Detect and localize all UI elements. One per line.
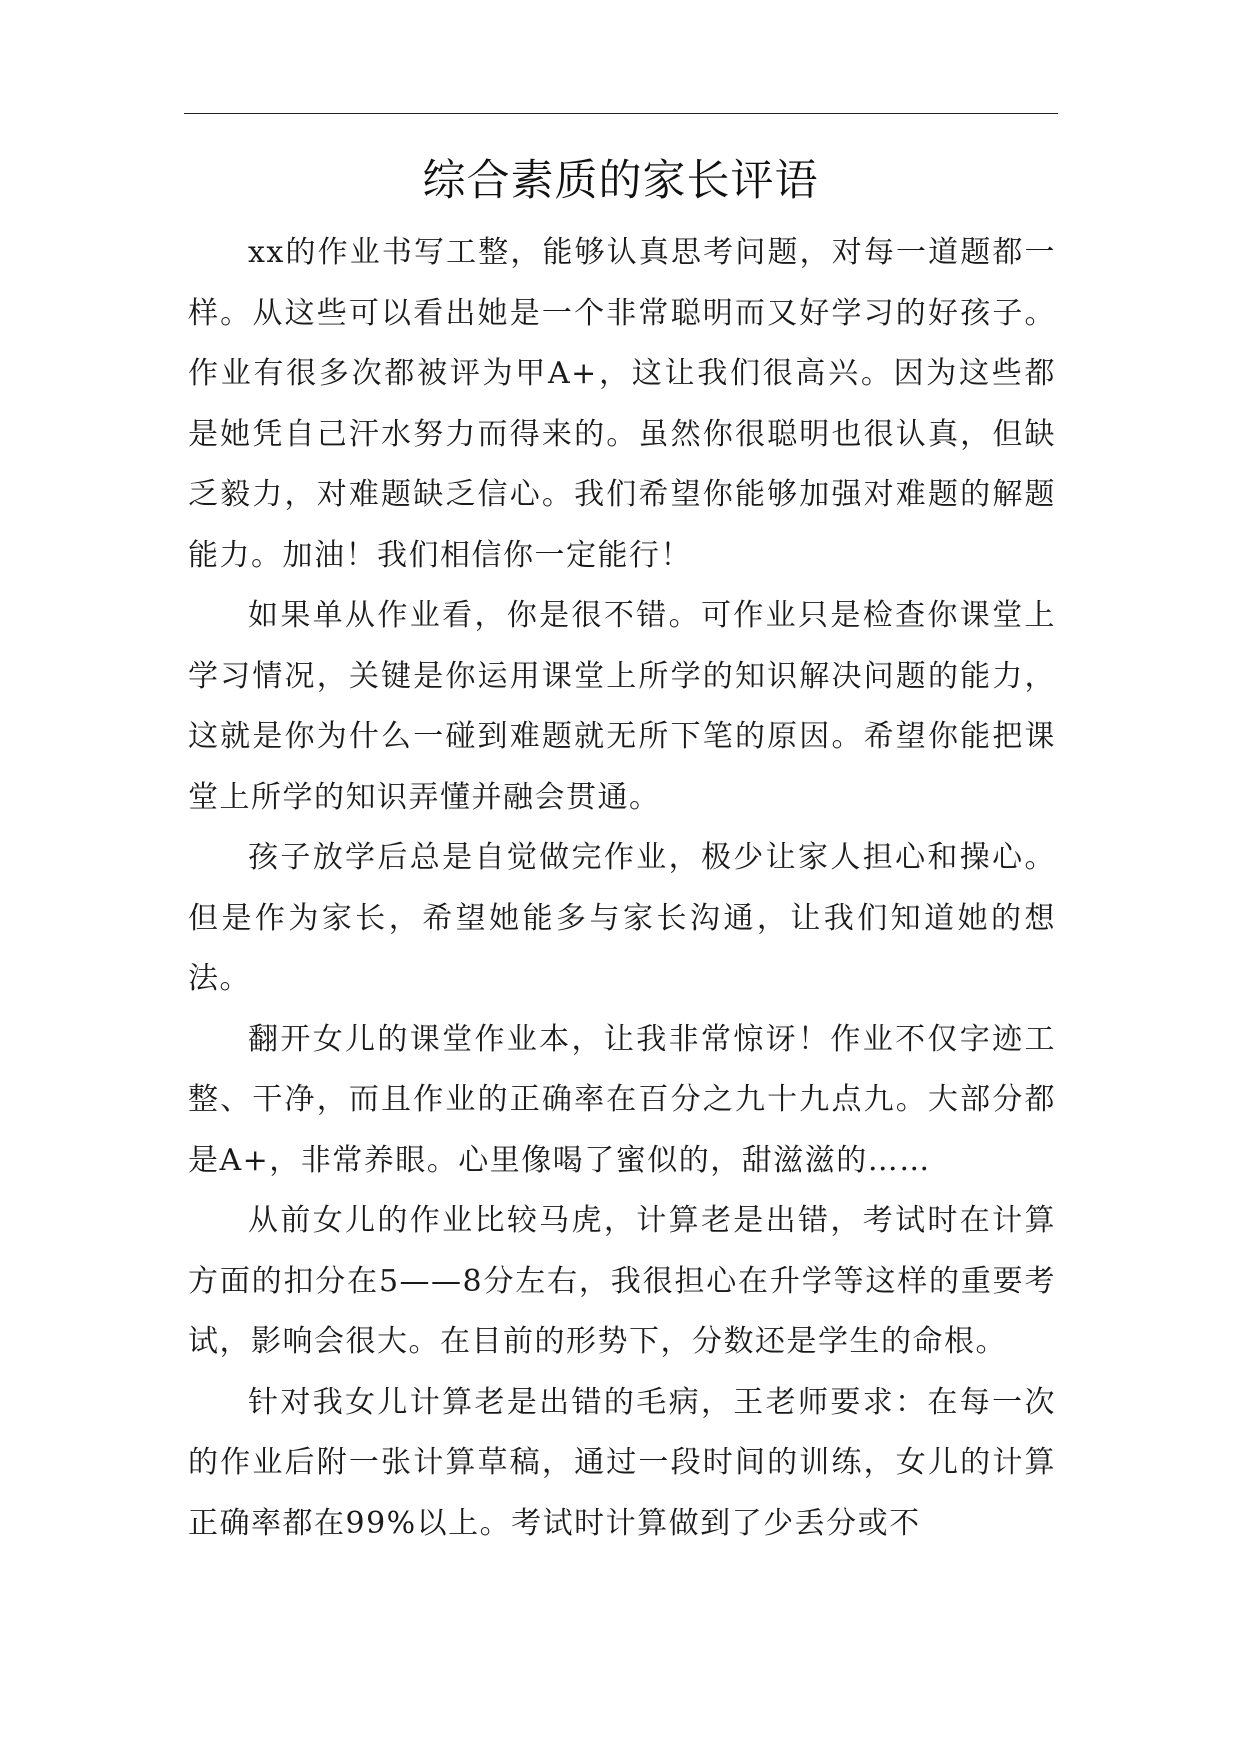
paragraph-5: 从前女儿的作业比较马虎，计算老是出错，考试时在计算方面的扣分在5——8分左右，我很担心在升学等这样的重要考试，影响会很大。在目前的形势下，分数还是学生的命根。 (188, 1203, 1056, 1359)
header-divider (184, 113, 1058, 114)
paragraph-2: 如果单从作业看，你是很不错。可作业只是检查你课堂上学习情况，关键是你运用课堂上所学的知识解决问题的能力，这就是你为什么一碰到难题就无所下笔的原因。希望你能把课堂上所学的知识弄懂并融会贯通。 (188, 598, 1056, 815)
document-body (188, 223, 1056, 1554)
paragraph-4: 翻开女儿的课堂作业本，让我非常惊讶！作业不仅字迹工整、干净，而且作业的正确率在百分之九十九点九。大部分都是A+，非常养眼。心里像喝了蜜似的，甜滋滋的…… (188, 1021, 1056, 1178)
paragraph-3: 孩子放学后总是自觉做完作业，极少让家人担心和操心。但是作为家长，希望她能多与家长沟通，让我们知道她的想法。 (188, 840, 1056, 996)
document-title: 综合素质的家长评语 (422, 156, 819, 206)
paragraph-1: xx的作业书写工整，能够认真思考问题，对每一道题都一样。从这些可以看出她是一个非常聪明而又好学习的好孩子。作业有很多次都被评为甲A+，这让我们很高兴。因为这些都是她凭自己汗水努力而得来的。虽然你很聪明也很认真，但缺乏毅力，对难题缺乏信心。我们希望你能够加强对难题的解题能力。加油！我们相信你一定能行！ (188, 235, 1056, 573)
paragraph-6: 针对我女儿计算老是出错的毛病，王老师要求：在每一次的作业后附一张计算草稿，通过一段时间的训练，女儿的计算正确率都在99%以上。考试时计算做到了少丢分或不 (188, 1384, 1056, 1541)
